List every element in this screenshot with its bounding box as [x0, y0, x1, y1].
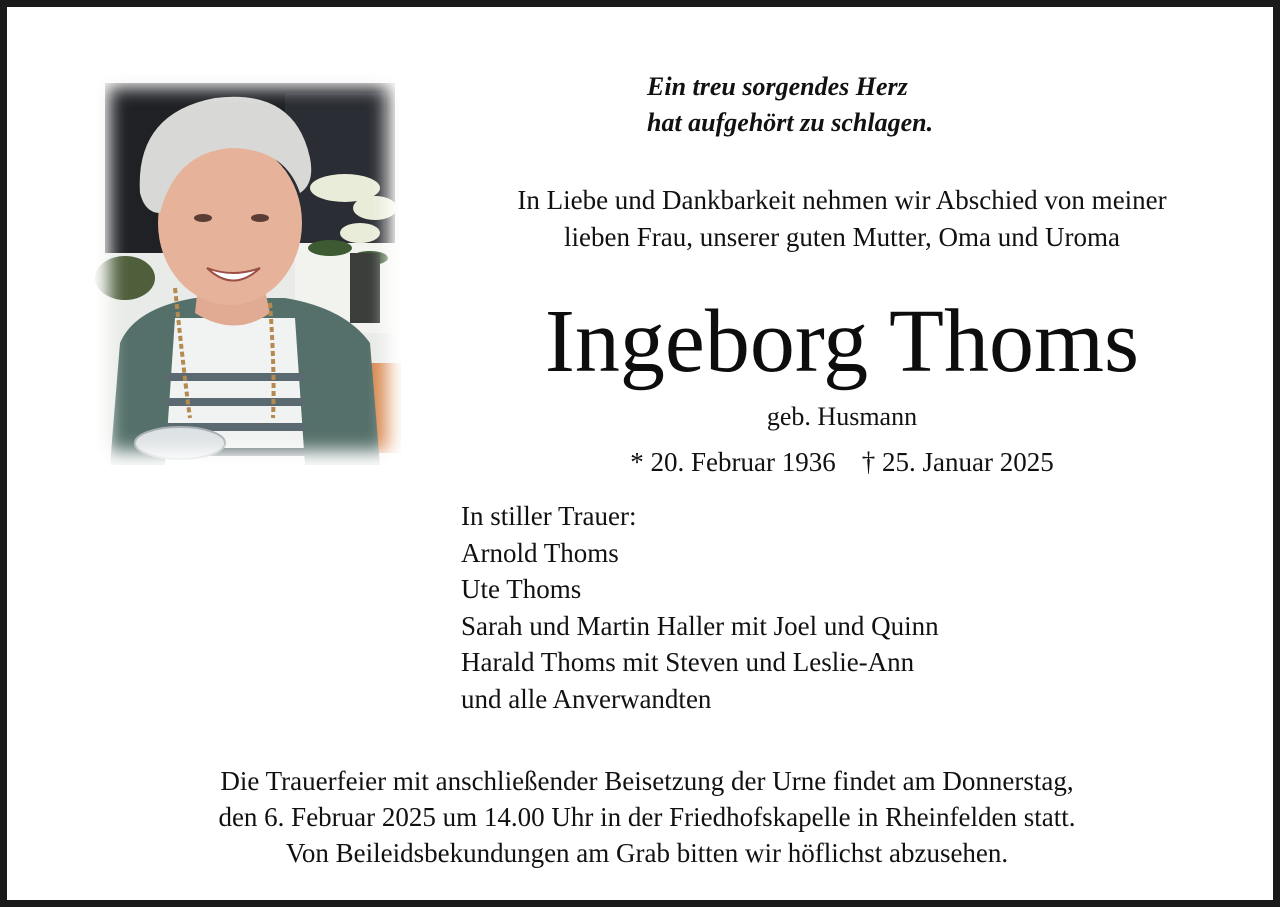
- funeral-info: [47, 763, 1247, 871]
- life-dates: [427, 444, 1257, 480]
- mourners-list: [461, 498, 939, 718]
- birth-date: * 20. Februar 1936: [630, 447, 836, 477]
- death-date: † 25. Januar 2025: [861, 447, 1054, 477]
- mourner-name: Arnold Thoms: [461, 537, 619, 568]
- funeral-line-1: Die Trauerfeier mit anschließender Beisetzung der Urne findet am Donnerstag,: [220, 766, 1074, 796]
- motto-line-1: Ein treu sorgendes Herz: [647, 72, 908, 101]
- intro-line-2: lieben Frau, unserer guten Mutter, Oma und Uroma: [563, 222, 1121, 252]
- motto-line-2: hat aufgehört zu schlagen.: [647, 108, 934, 137]
- intro-text: [427, 182, 1257, 256]
- portrait-photo: [95, 73, 401, 465]
- mourner-name: Harald Thoms mit Steven und Leslie-Ann: [461, 647, 915, 678]
- funeral-line-3: Von Beileidsbekundungen am Grab bitten wir höflichst abzusehen.: [285, 838, 1009, 868]
- mourner-name: und alle Anverwandten: [461, 683, 712, 714]
- motto: [647, 69, 933, 141]
- mourner-name: Ute Thoms: [461, 574, 582, 605]
- funeral-line-2: den 6. Februar 2025 um 14.00 Uhr in der Friedhofskapelle in Rheinfelden statt.: [218, 802, 1076, 832]
- mourners-heading: In stiller Trauer:: [461, 501, 637, 531]
- maiden-name: geb. Husmann: [766, 402, 918, 431]
- portrait-illustration: [95, 73, 401, 465]
- deceased-name: Ingeborg Thoms: [544, 292, 1140, 391]
- mourner-name: Sarah und Martin Haller mit Joel und Quinn: [461, 610, 939, 641]
- intro-line-1: In Liebe und Dankbarkeit nehmen wir Abschied von meiner: [517, 185, 1167, 215]
